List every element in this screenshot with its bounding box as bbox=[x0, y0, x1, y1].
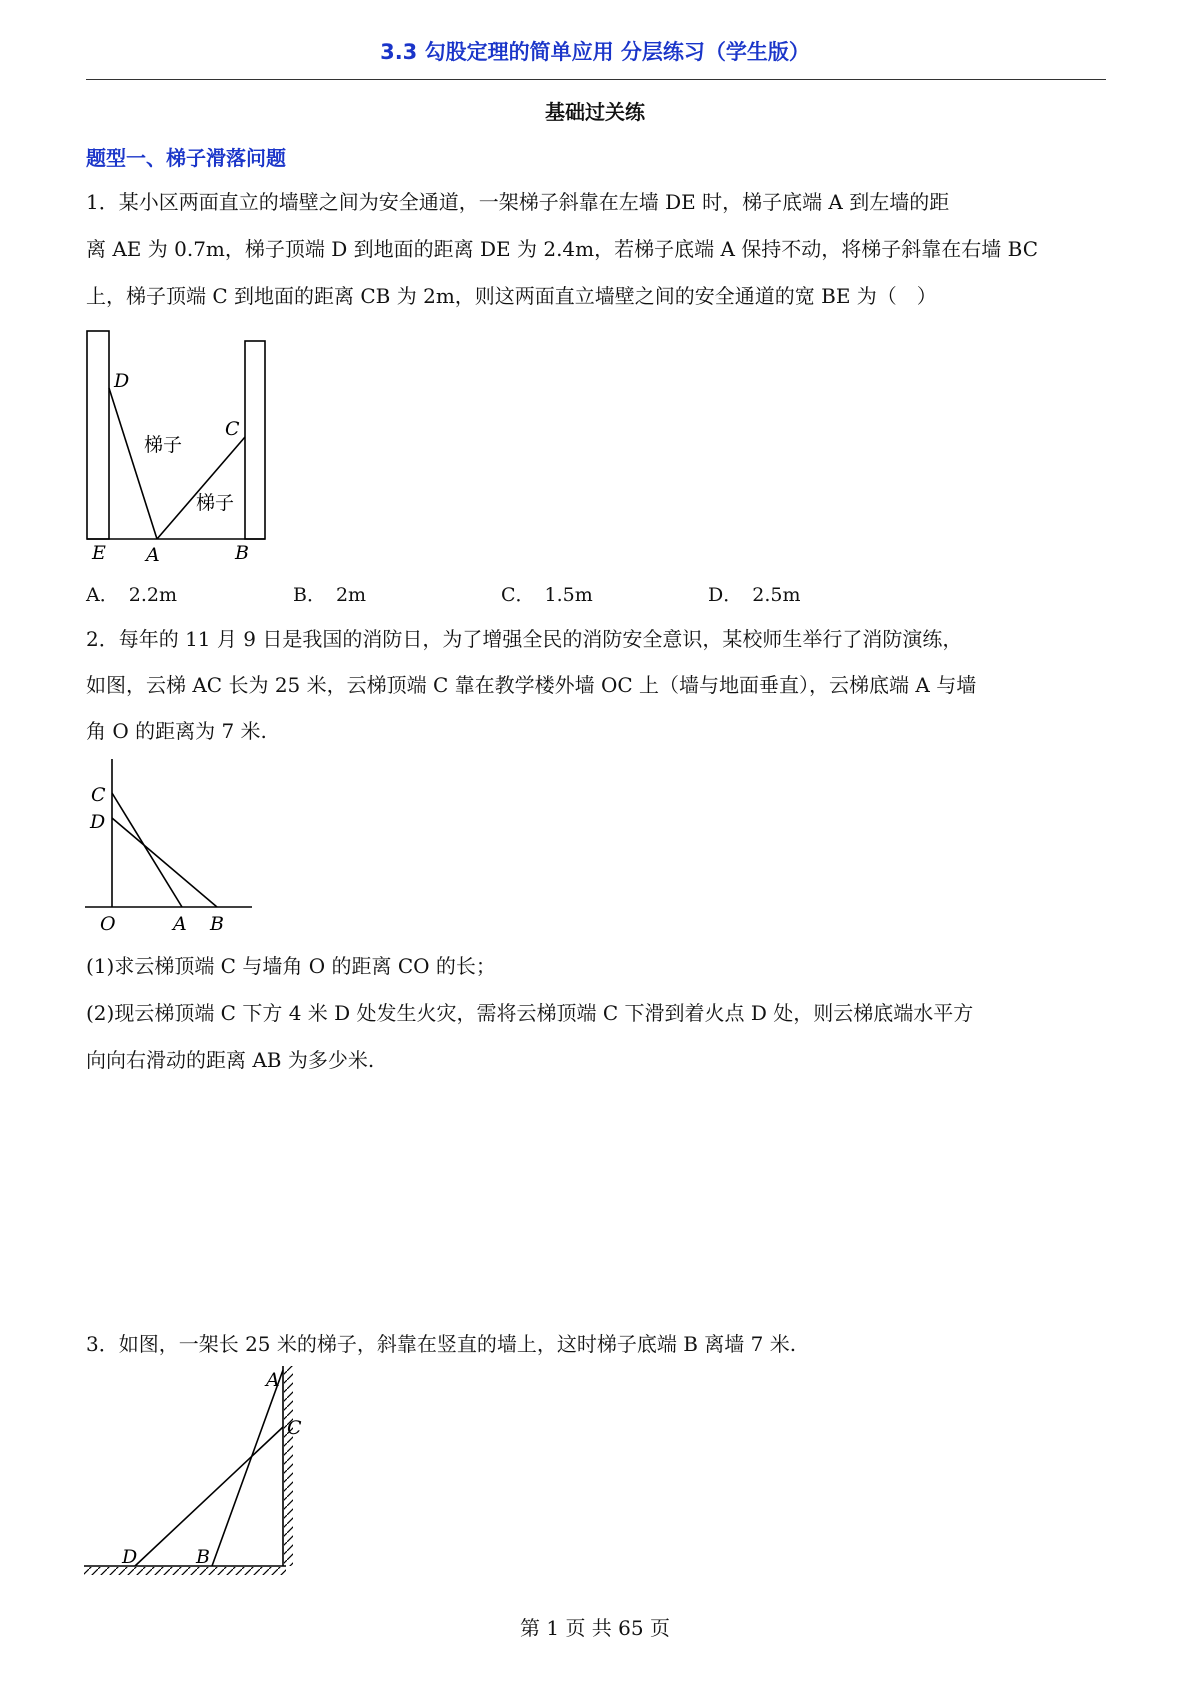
label-D: D bbox=[122, 1546, 138, 1568]
wall-hatch bbox=[284, 1366, 293, 1566]
q1-text-line-2: 离 AE 为 0.7m，梯子顶端 D 到地面的距离 DE 为 2.4m，若梯子底端 A 保持不动，将梯子斜靠在右墙 BC bbox=[86, 237, 1039, 261]
q1-option-a: A． 2.2m bbox=[86, 584, 177, 606]
page-number: 第 1 页 共 65 页 bbox=[520, 1616, 670, 1640]
q3-figure bbox=[80, 1362, 320, 1592]
q2-figure bbox=[80, 755, 260, 940]
label-E: E bbox=[92, 542, 106, 564]
q1-option-c: C． 1.5m bbox=[501, 584, 593, 606]
label-B: B bbox=[235, 542, 249, 564]
q2-text-line-3: 角 O 的距离为 7 米. bbox=[86, 719, 267, 743]
q3-text-line-1: 3．如图，一架长 25 米的梯子，斜靠在竖直的墙上，这时梯子底端 B 离墙 7 米. bbox=[86, 1332, 797, 1356]
q2-text-line-2: 如图，云梯 AC 长为 25 米，云梯顶端 C 靠在教学楼外墙 OC 上（墙与地面垂直），云梯底端 A 与墙 bbox=[86, 673, 977, 697]
q2-text-line-1: 2．每年的 11 月 9 日是我国的消防日，为了增强全民的消防安全意识，某校师生举行了消防演练， bbox=[86, 627, 963, 651]
ladder-label-1: 梯子 bbox=[144, 434, 183, 456]
q1-text-line-1: 1．某小区两面直立的墙壁之间为安全通道，一架梯子斜靠在左墙 DE 时，梯子底端 A 到左墙的距 bbox=[86, 190, 950, 214]
ladder-AB bbox=[212, 1370, 283, 1566]
label-B: B bbox=[210, 913, 224, 935]
label-A: A bbox=[146, 544, 160, 565]
label-D: D bbox=[90, 811, 106, 833]
document-title: 3.3 勾股定理的简单应用 分层练习（学生版） bbox=[380, 40, 810, 64]
label-C: C bbox=[225, 418, 240, 440]
q2-sub-question-2-line-1: (2)现云梯顶端 C 下方 4 米 D 处发生火灾，需将云梯顶端 C 下滑到着火点 D 处，则云梯底端水平方 bbox=[86, 1001, 974, 1025]
ladder-left bbox=[109, 388, 157, 539]
q2-sub-question-1: (1)求云梯顶端 C 与墙角 O 的距离 CO 的长； bbox=[86, 954, 496, 978]
label-O: O bbox=[100, 913, 116, 935]
ladder-CA bbox=[112, 793, 182, 907]
ladder-DB bbox=[112, 818, 217, 907]
question-type-heading: 题型一、梯子滑落问题 bbox=[86, 146, 286, 170]
left-wall bbox=[87, 331, 109, 539]
q2-sub-question-2-line-2: 向向右滑动的距离 AB 为多少米. bbox=[86, 1048, 375, 1072]
section-title: 基础过关练 bbox=[545, 100, 645, 124]
right-wall bbox=[245, 341, 265, 539]
label-A: A bbox=[173, 913, 187, 935]
ground-hatch bbox=[84, 1567, 286, 1575]
q1-text-line-3: 上，梯子顶端 C 到地面的距离 CB 为 2m，则这两面直立墙壁之间的安全通道的宽 BE 为（ ） bbox=[86, 284, 937, 308]
label-D: D bbox=[114, 370, 130, 392]
q1-option-b: B． 2m bbox=[293, 584, 367, 606]
label-C: C bbox=[91, 784, 106, 806]
header-divider bbox=[86, 79, 1106, 80]
ladder-label-2: 梯子 bbox=[196, 492, 235, 514]
q1-option-d: D． 2.5m bbox=[708, 584, 801, 606]
q1-figure bbox=[80, 325, 280, 565]
label-A: A bbox=[266, 1369, 280, 1391]
label-B: B bbox=[196, 1546, 210, 1568]
label-C: C bbox=[287, 1417, 302, 1439]
